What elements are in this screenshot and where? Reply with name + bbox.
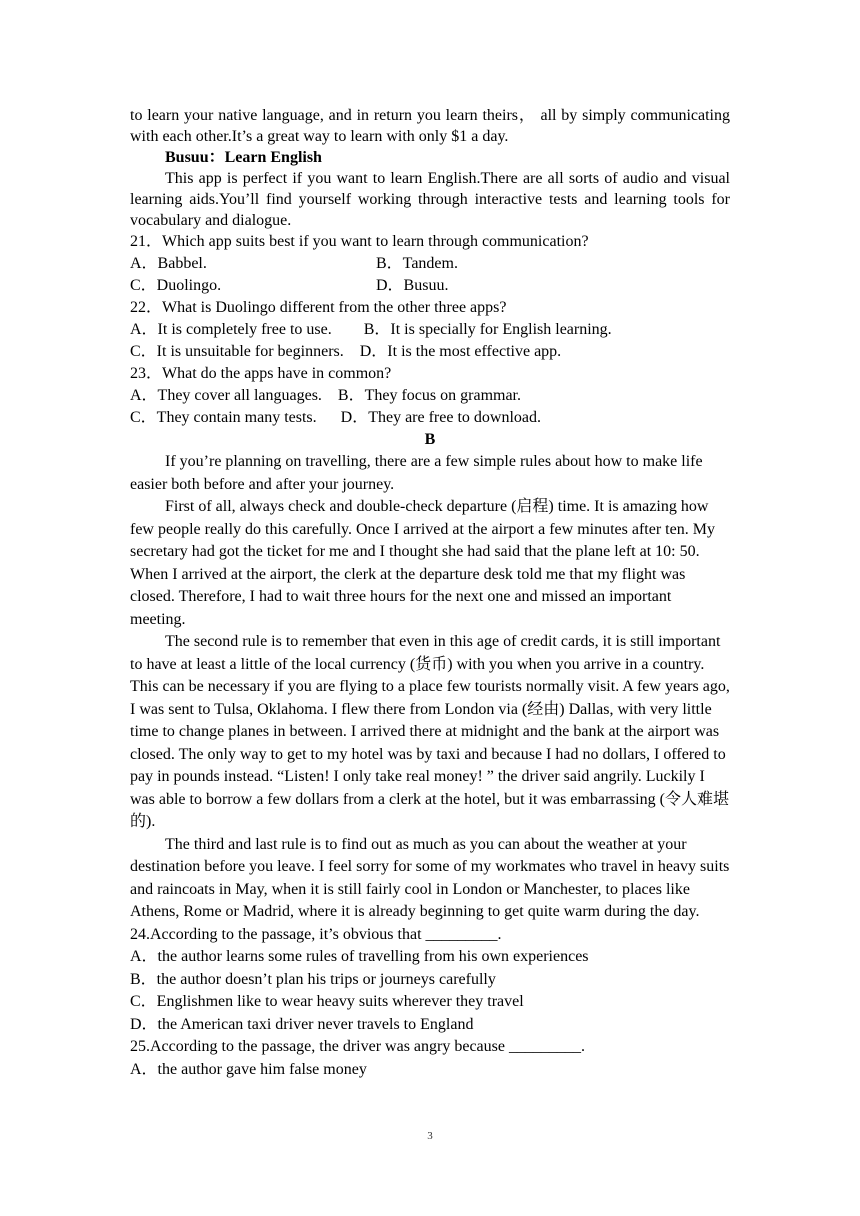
option-d: D．the American taxi driver never travels to England xyxy=(130,1015,474,1033)
option-b: B．Tandem. xyxy=(376,255,458,272)
option-b: B．the author doesn’t plan his trips or journeys carefully xyxy=(130,970,496,988)
option-a: A．the author gave him false money xyxy=(130,1060,367,1078)
tandem-description-continued: to learn your native language, and in return you learn theirs， all by simply communicating with each other.It’s a great way to learn with only $1 a day. xyxy=(130,107,730,145)
question-stem: 22．What is Duolingo different from the other three apps? xyxy=(130,299,507,316)
option-a: A．the author learns some rules of travelling from his own experiences xyxy=(130,948,589,965)
question-21 xyxy=(130,231,730,297)
options-c-d: C．It is unsuitable for beginners. D．It is the most effective app. xyxy=(130,343,562,360)
option-a: A．Babbel. xyxy=(130,255,207,272)
question-24 xyxy=(130,924,730,1037)
options-row xyxy=(130,275,730,297)
passage-paragraph: The second rule is to remember that even in this age of credit cards, it is still important to have at least a little of the local currency (货币) with you when you arrive in a country. This can be necessary if you are flying to a place few tourists normally visit. A few years ago, I was sent to Tulsa, Oklahoma. I flew there from London via (经由) Dallas, with very little time to change planes in between. I arrived there at midnight and the bank at the airport was closed. The only way to get to my hotel was by taxi and because I had no dollars, I offered to pay in pounds instead. “Listen! I only take real money! ” the driver said angrily. Luckily I was able to borrow a few dollars from a clerk at the hotel, but it was embarrassing (令人难堪的). xyxy=(130,633,730,830)
option-c: C．Duolingo. xyxy=(130,277,222,294)
section-heading-b: B xyxy=(424,431,436,448)
options-a-b: A．They cover all languages. B．They focus on grammar. xyxy=(130,387,522,404)
question-stem: 24.According to the passage, it’s obvious that _________. xyxy=(130,925,502,943)
question-23 xyxy=(130,363,730,429)
app-title-busuu: Busuu：Learn English xyxy=(165,149,322,166)
passage-paragraph: First of all, always check and double-check departure (启程) time. It is amazing how few people really do this carefully. Once I arrived at the airport a few minutes after ten. My secretary had got the ticket for me and I thought she had said that the plane left at 10: 50. When I arrived at the airport, the clerk at the departure desk told me that my flight was closed. Therefore, I had to wait three hours for the next one and missed an important meeting. xyxy=(130,498,715,628)
option-c: C．Englishmen like to wear heavy suits wherever they travel xyxy=(130,993,524,1010)
passage-paragraph: The third and last rule is to find out as much as you can about the weather at your destination before you leave. I feel sorry for some of my workmates who travel in heavy suits and raincoats in May, when it is still fairly cool in London or Manchester, to places like Athens, Rome or Madrid, where it is already beginning to get quite warm during the day. xyxy=(130,835,730,920)
question-stem: 25.According to the passage, the driver was angry because _________. xyxy=(130,1038,585,1055)
options-c-d: C．They contain many tests. D．They are free to download. xyxy=(130,409,542,426)
options-row xyxy=(130,253,730,275)
options-a-b: A．It is completely free to use. B．It is specially for English learning. xyxy=(130,321,612,338)
question-22 xyxy=(130,297,730,363)
document-body xyxy=(130,105,730,1081)
question-stem: 23．What do the apps have in common? xyxy=(130,365,392,382)
option-d: D．Busuu. xyxy=(376,277,449,294)
passage-paragraph: If you’re planning on travelling, there are a few simple rules about how to make life easier both before and after your journey. xyxy=(130,453,703,493)
question-25 xyxy=(130,1036,730,1081)
app-description-busuu: This app is perfect if you want to learn English.There are all sorts of audio and visual learning aids.You’ll find yourself working through interactive tests and learning tools for vocabulary and dialogue. xyxy=(130,170,730,229)
page-number: 3 xyxy=(427,1130,433,1142)
question-stem: 21．Which app suits best if you want to learn through communication? xyxy=(130,233,589,250)
